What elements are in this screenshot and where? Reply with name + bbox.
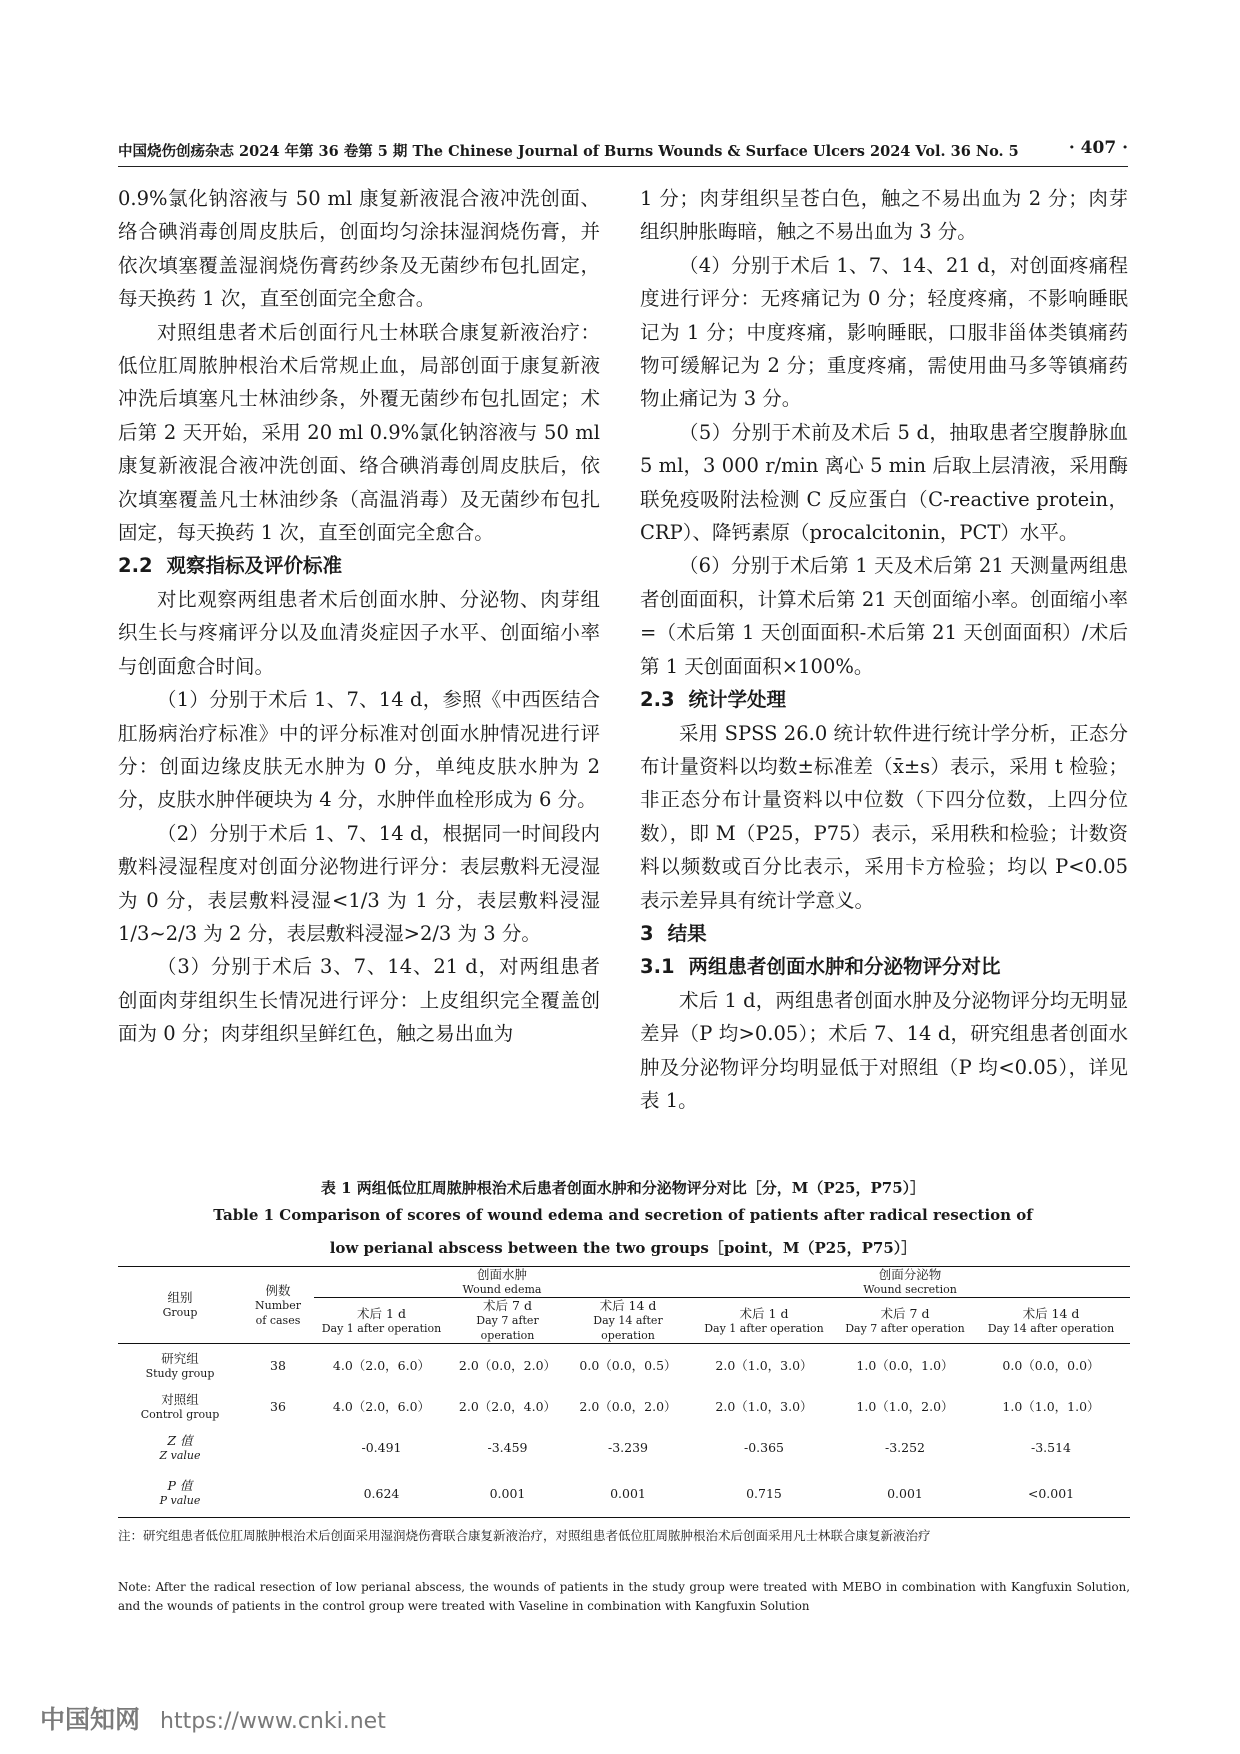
table-row-control-group [118, 1388, 1130, 1426]
table-row-study-group [118, 1344, 1130, 1388]
table-note-cn: 注：研究组患者低位肛周脓肿根治术后创面采用湿润烧伤膏联合康复新液治疗，对照组患者低位肛周脓肿根治术后创面采用凡士林联合康复新液治疗 [118, 1528, 931, 1543]
cell: 0.624 [314, 1470, 449, 1518]
cell-cases: 38 [270, 1358, 286, 1374]
header-day-en: Day 1 after operation [321, 1321, 442, 1335]
row-label [118, 1344, 242, 1388]
row-label [118, 1426, 242, 1470]
header-day-en: Day 1 after operation [704, 1321, 824, 1335]
header-secretion-day14 [972, 1298, 1130, 1344]
header-wound-secretion [690, 1267, 1130, 1298]
header-day-en: Day 7 after operation [476, 1314, 539, 1342]
row-label-cn: 研究组 [161, 1350, 199, 1366]
row-label-en: Study group [145, 1366, 215, 1380]
row-label-cn: P 值 [167, 1478, 193, 1494]
section-number: 2.2 [118, 554, 153, 578]
row-label-en: P value [159, 1494, 201, 1508]
section-title: 两组患者创面水肿和分泌物评分对比 [688, 955, 1001, 979]
section-number: 3 [640, 921, 654, 945]
header-cases-en-2: of cases [255, 1313, 301, 1327]
cell: -3.459 [487, 1440, 528, 1455]
cnki-url: https://www.cnki.net [160, 1709, 386, 1734]
section-heading-3 [640, 917, 1128, 950]
table-caption-en: Table 1 Comparison of scores of wound edema and secretion of patients after radical resection of [213, 1206, 1033, 1224]
table-note-en: Note: After the radical resection of low perianal abscess, the wounds of patients in the study group were treated with MEBO in combination with Kangfuxin Solution, and the wounds of patients in the control group were treated with Vaseline in combination with Kangfuxin Solution [118, 1580, 1130, 1613]
row-label [118, 1388, 242, 1426]
header-group [118, 1267, 242, 1344]
paragraph: （4）分别于术后 1、7、14、21 d，对创面疼痛程度进行评分：无疼痛记为 0 分；轻度疼痛，不影响睡眠记为 1 分；中度疼痛，影响睡眠，口服非甾体类镇痛药物可缓解记为 2 分；重度疼痛，需使用曲马多等镇痛药物止痛记为 3 分。 [640, 253, 1128, 411]
table-caption-en-continued: low perianal abscess between the two groups［point，M（P25，P75）］ [329, 1239, 917, 1257]
row-label-cn: 对照组 [161, 1391, 199, 1407]
paragraph: （2）分别于术后 1、7、14 d，根据同一时间段内敷料浸湿程度对创面分泌物进行评分：表层敷料无浸湿为 0 分，表层敷料浸湿<1/3 为 1 分，表层敷料浸湿 1/3~2/3 为 2 分，表层敷料浸湿>2/3 为 3 分。 [118, 821, 600, 945]
section-heading-2-2 [118, 549, 600, 582]
header-day-cn: 术后 14 d [1022, 1305, 1080, 1321]
header-secretion-cn: 创面分泌物 [878, 1267, 942, 1282]
cell: 1.0（0.0，1.0） [856, 1358, 954, 1374]
paragraph: 1 分；肉芽组织呈苍白色，触之不易出血为 2 分；肉芽组织肿胀晦暗，触之不易出血为 3 分。 [640, 187, 1128, 244]
cell: 1.0（1.0，1.0） [1002, 1399, 1100, 1414]
header-wound-edema [314, 1267, 690, 1298]
header-edema-cn: 创面水肿 [476, 1267, 527, 1282]
cell: 2.0（1.0，3.0） [715, 1399, 813, 1414]
section-title: 观察指标及评价标准 [166, 554, 343, 578]
header-edema-day1 [314, 1298, 449, 1344]
cnki-brand: 中国知网 [40, 1705, 141, 1734]
row-label [118, 1470, 242, 1518]
cell-cases [242, 1470, 314, 1518]
journal-header: 中国烧伤创疡杂志 2024 年第 36 卷第 5 期 The Chinese Journal of Burns Wounds & Surface Ulcers 2024 Vol. 36 No. 5 [118, 143, 1019, 160]
results-table [118, 1266, 1130, 1518]
section-heading-2-3 [640, 683, 1128, 716]
cell-cases [242, 1426, 314, 1470]
paragraph: 术后 1 d，两组患者创面水肿及分泌物评分均无明显差异（P 均>0.05）；术后 7、14 d，研究组患者创面水肿及分泌物评分均明显低于对照组（P 均<0.05），详见表 1。 [640, 988, 1128, 1112]
header-group-cn: 组别 [167, 1290, 193, 1305]
paragraph: （3）分别于术后 3、7、14、21 d，对两组患者创面肉芽组织生长情况进行评分：上皮组织完全覆盖创面为 0 分；肉芽组织呈鲜红色，触之易出血为 [118, 955, 600, 1046]
section-title: 统计学处理 [688, 688, 787, 712]
paragraph: （5）分别于术前及术后 5 d，抽取患者空腹静脉血 5 ml，3 000 r/min 离心 5 min 后取上层清液，采用酶联免疫吸附法检测 C 反应蛋白（C-reactive protein，CRP）、降钙素原（procalcitonin，PCT）水平。 [640, 420, 1128, 545]
header-day-cn: 术后 1 d [739, 1305, 789, 1321]
cell: 0.0（0.0，0.0） [1002, 1358, 1100, 1374]
cell: 0.0（0.0，0.5） [579, 1358, 677, 1374]
paragraph: 采用 SPSS 26.0 统计软件进行统计学分析，正态分布计量资料以均数±标准差（x̄±s）表示，采用 t 检验；非正态分布计量资料以中位数（下四分位数，上四分位数），即 M（P25，P75）表示，采用秩和检验；计数资料以频数或百分比表示，采用卡方检验；均以 P<0.05 表示差异具有统计学意义。 [640, 721, 1128, 912]
row-label-cn: Z 值 [167, 1432, 193, 1448]
running-header [118, 136, 1128, 167]
header-edema-day7 [449, 1298, 566, 1344]
header-secretion-day1 [690, 1298, 838, 1344]
header-day-cn: 术后 14 d [599, 1298, 657, 1313]
cell: 2.0（2.0，4.0） [458, 1399, 557, 1414]
header-cases-en: Number [255, 1298, 301, 1312]
cell: 1.0（1.0，2.0） [856, 1399, 954, 1414]
header-secretion-day7 [838, 1298, 972, 1344]
left-column [118, 182, 600, 1051]
cell: -3.239 [607, 1440, 648, 1455]
paragraph: （6）分别于术后第 1 天及术后第 21 天测量两组患者创面面积，计算术后第 21 天创面缩小率。创面缩小率 =（术后第 1 天创面面积-术后第 21 天创面面积）/术后第 1 天创面面积×100%。 [640, 554, 1128, 678]
section-heading-3-1 [640, 950, 1128, 983]
section-number: 2.3 [640, 688, 675, 712]
header-secretion-en: Wound secretion [863, 1283, 957, 1296]
cell: 2.0（0.0，2.0） [458, 1358, 557, 1374]
header-cases [242, 1267, 314, 1344]
cell: 0.001 [566, 1470, 690, 1518]
header-day-en: Day 7 after operation [845, 1321, 965, 1335]
cell: -3.252 [884, 1440, 925, 1455]
header-day-cn: 术后 7 d [880, 1305, 930, 1321]
table-row-p-value [118, 1470, 1130, 1518]
cell: 0.001 [449, 1470, 566, 1518]
paragraph: 0.9%氯化钠溶液与 50 ml 康复新液混合液冲洗创面、络合碘消毒创周皮肤后，创面均匀涂抹湿润烧伤膏，并依次填塞覆盖湿润烧伤膏药纱条及无菌纱布包扎固定，每天换药 1 次，直至创面完全愈合。 [118, 187, 600, 311]
paragraph: 对照组患者术后创面行凡士林联合康复新液治疗：低位肛周脓肿根治术后常规止血，局部创面于康复新液冲洗后填塞凡士林油纱条，外覆无菌纱布包扎固定；术后第 2 天开始，采用 20 ml 0.9%氯化钠溶液与 50 ml 康复新液混合液冲洗创面、络合碘消毒创周皮肤后，依次填塞覆盖凡士林油纱条（高温消毒）及无菌纱布包扎固定，每天换药 1 次，直至创面完全愈合。 [118, 320, 600, 545]
header-day-cn: 术后 7 d [483, 1298, 532, 1313]
table-caption-cn: 表 1 两组低位肛周脓肿根治术后患者创面水肿和分泌物评分对比［分，M（P25，P75）］ [320, 1179, 926, 1197]
header-day-en: Day 14 after operation [593, 1314, 663, 1342]
header-edema-en: Wound edema [462, 1283, 542, 1296]
paragraph: （1）分别于术后 1、7、14 d，参照《中西医结合肛肠病治疗标准》中的评分标准对创面水肿情况进行评分：创面边缘皮肤无水肿为 0 分，单纯皮肤水肿为 2 分，皮肤水肿伴硬块为 4 分，水肿伴血栓形成为 6 分。 [118, 688, 600, 812]
cell: 2.0（0.0，2.0） [579, 1399, 677, 1414]
cell-cases: 36 [270, 1399, 286, 1414]
paragraph: 对比观察两组患者术后创面水肿、分泌物、肉芽组织生长与疼痛评分以及血清炎症因子水平、创面缩小率与创面愈合时间。 [118, 587, 600, 678]
row-label-en: Z value [159, 1448, 201, 1462]
page-number: · 407 · [1068, 138, 1128, 158]
cell: -0.365 [743, 1440, 784, 1455]
cell: 4.0（2.0，6.0） [332, 1358, 431, 1374]
section-number: 3.1 [640, 955, 675, 979]
section-title: 结果 [667, 921, 707, 945]
header-day-en: Day 14 after operation [987, 1321, 1115, 1335]
right-column [640, 182, 1128, 1117]
header-group-en: Group [162, 1306, 198, 1319]
watermark-footer [40, 1700, 386, 1736]
cell: 2.0（1.0，3.0） [715, 1358, 813, 1374]
cell: 0.001 [838, 1470, 972, 1518]
header-day-cn: 术后 1 d [357, 1305, 406, 1321]
header-edema-day14 [566, 1298, 690, 1344]
cell: -0.491 [361, 1440, 402, 1455]
cell: 0.715 [690, 1470, 838, 1518]
cell: <0.001 [972, 1470, 1130, 1518]
header-cases-cn: 例数 [265, 1282, 291, 1298]
cell: -3.514 [1030, 1440, 1071, 1455]
row-label-en: Control group [140, 1407, 220, 1421]
cell: 4.0（2.0，6.0） [332, 1399, 431, 1414]
table-row-z-value [118, 1426, 1130, 1470]
